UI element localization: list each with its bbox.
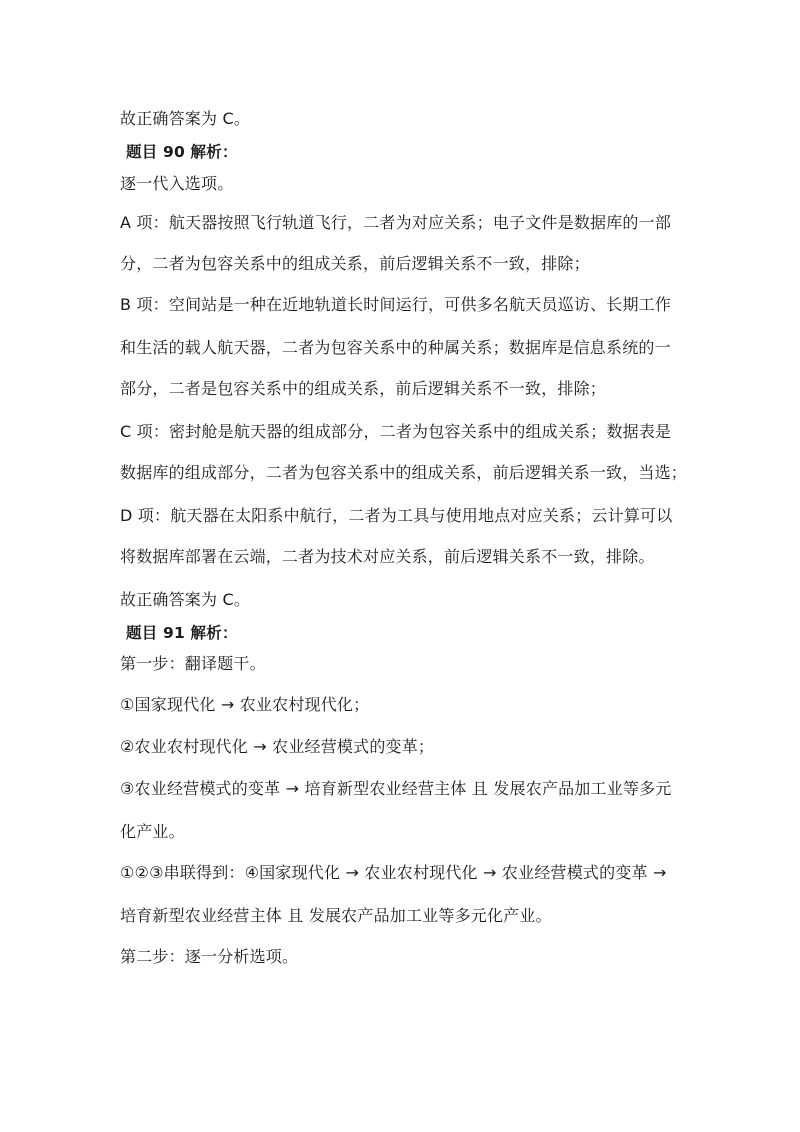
premise-3-line-2: 化产业。	[120, 822, 185, 841]
option-c-line-1: C 项：密封舱是航天器的组成部分，二者为包容关系中的组成关系；数据表是	[120, 422, 672, 441]
analysis-intro-line: 逐一代入选项。	[120, 174, 234, 193]
chain-line-2: 培育新型农业经营主体 且 发展农产品加工业等多元化产业。	[120, 906, 552, 925]
option-c-line-2: 数据库的组成部分，二者为包容关系中的组成关系，前后逻辑关系一致，当选；	[120, 463, 688, 482]
step-one-line: 第一步：翻译题干。	[120, 654, 266, 673]
premise-2-line: ②农业农村现代化 → 农业经营模式的变革；	[120, 737, 435, 756]
premise-1-line: ①国家现代化 → 农业农村现代化；	[120, 695, 370, 714]
option-b-line-1: B 项：空间站是一种在近地轨道长时间运行，可供多名航天员巡访、长期工作	[120, 295, 672, 314]
option-d-line-2: 将数据库部署在云端，二者为技术对应关系，前后逻辑关系不一致，排除。	[120, 547, 655, 566]
option-b-line-2: 和生活的载人航天器，二者为包容关系中的种属关系；数据库是信息系统的一	[120, 338, 671, 357]
step-two-line: 第二步：逐一分析选项。	[120, 947, 299, 966]
conclusion-line-90b: 故正确答案为 C。	[120, 590, 251, 609]
option-a-line-1: A 项：航天器按照飞行轨道飞行，二者为对应关系；电子文件是数据库的一部	[120, 213, 672, 232]
chain-line-1: ①②③串联得到：④国家现代化 → 农业农村现代化 → 农业经营模式的变革 →	[120, 863, 667, 882]
option-b-line-3: 部分，二者是包容关系中的组成关系，前后逻辑关系不一致，排除；	[120, 379, 607, 398]
option-a-line-2: 分，二者为包容关系中的组成关系，前后逻辑关系不一致，排除；	[120, 254, 590, 273]
question-91-heading: 题目 91 解析：	[126, 624, 238, 642]
premise-3-line-1: ③农业经营模式的变革 → 培育新型农业经营主体 且 发展农产品加工业等多元	[120, 779, 672, 798]
conclusion-line-90: 故正确答案为 C。	[120, 109, 251, 128]
option-d-line-1: D 项：航天器在太阳系中航行，二者为工具与使用地点对应关系；云计算可以	[120, 506, 673, 525]
question-90-heading: 题目 90 解析：	[126, 143, 238, 161]
